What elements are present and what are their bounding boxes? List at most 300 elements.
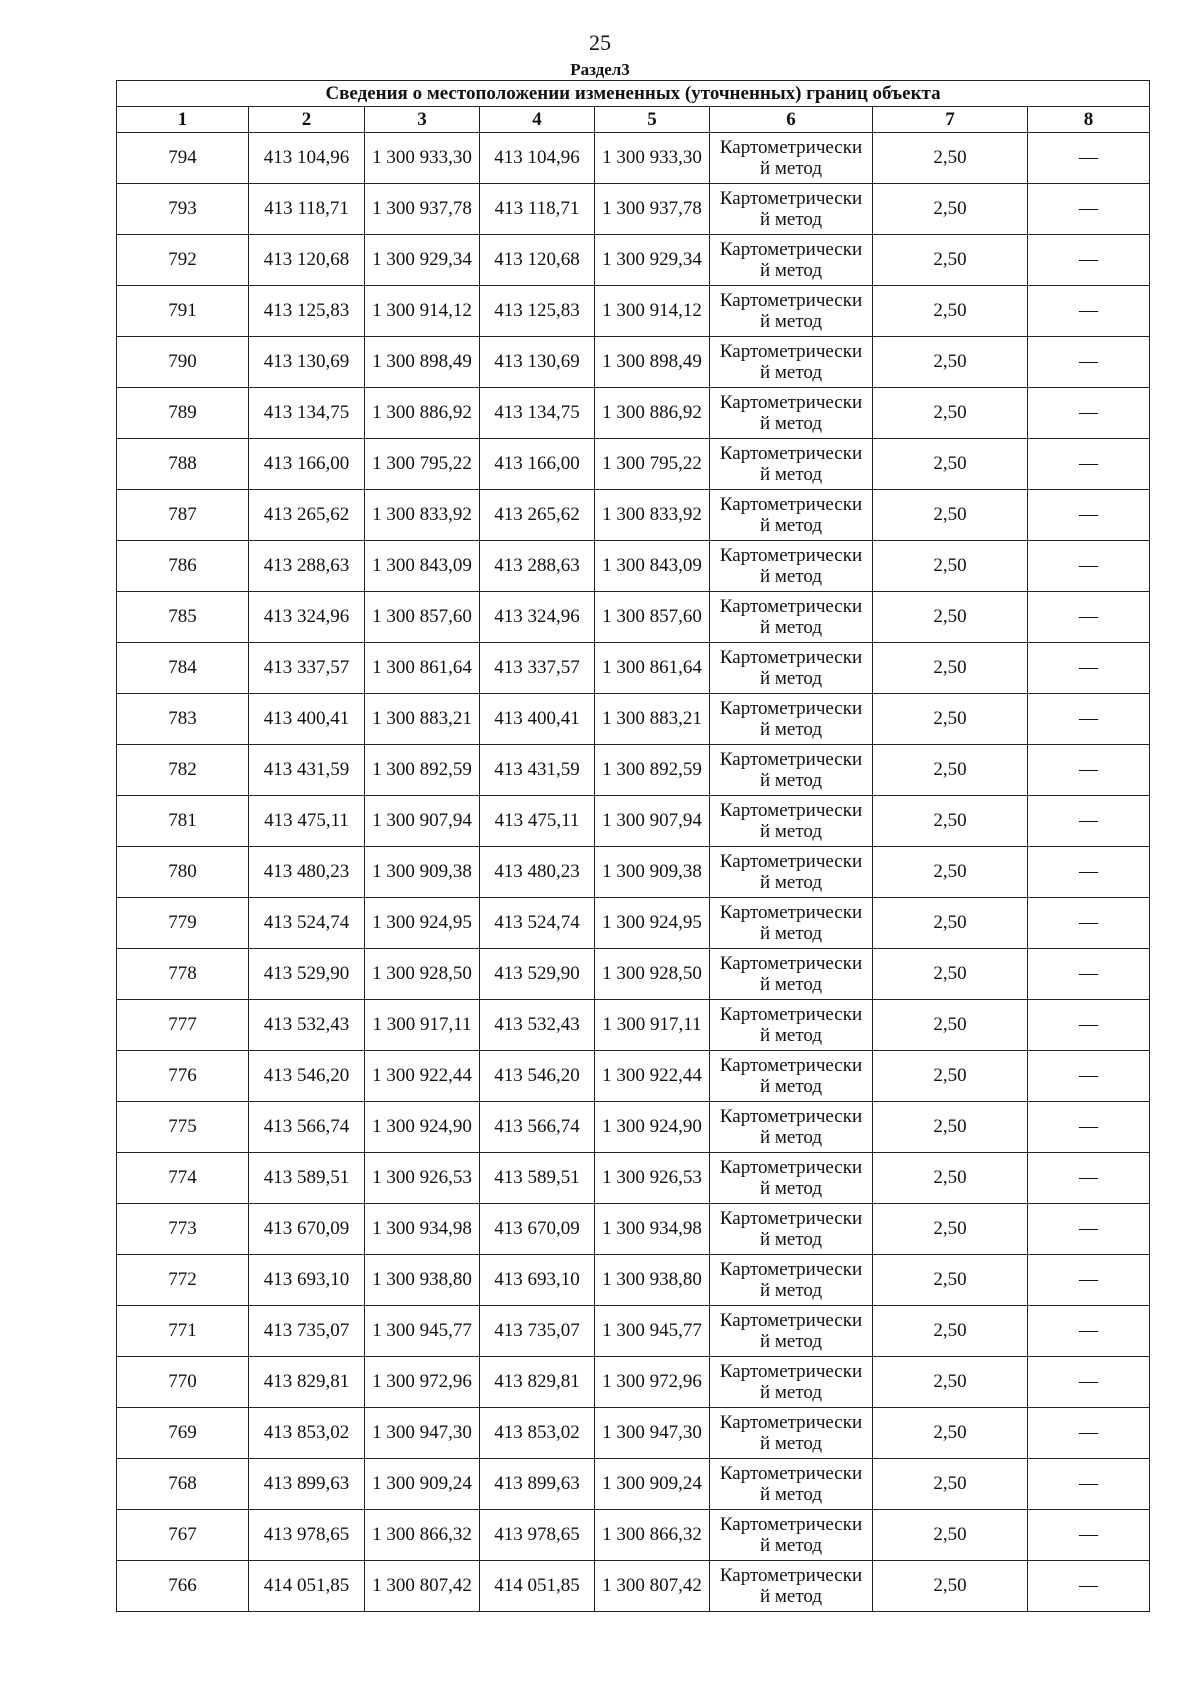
x-coordinate-cell: 413 104,96 xyxy=(249,133,365,184)
method-text: й метод xyxy=(759,566,823,587)
table-caption: Сведения о местоположении измененных (уточненных) границ объекта xyxy=(117,81,1150,107)
y-coordinate-cell: 1 300 924,95 xyxy=(365,898,480,949)
method-text: й метод xyxy=(759,260,823,281)
y-coordinate-cell: 1 300 933,30 xyxy=(365,133,480,184)
method-text: й метод xyxy=(759,158,823,179)
y-coordinate-cell: 1 300 914,12 xyxy=(365,286,480,337)
method-text: й метод xyxy=(759,1331,823,1352)
method-text: й метод xyxy=(759,1433,823,1454)
y-coordinate-cell: 1 300 933,30 xyxy=(595,133,710,184)
table-row xyxy=(117,490,1150,541)
accuracy-cell: 2,50 xyxy=(873,1000,1028,1051)
point-number-cell: 781 xyxy=(117,796,249,847)
point-number-cell: 772 xyxy=(117,1255,249,1306)
method-cell xyxy=(710,1510,873,1561)
column-number: 6 xyxy=(710,107,873,133)
method-text: Картометрически xyxy=(719,290,863,311)
table-row xyxy=(117,1255,1150,1306)
y-coordinate-cell: 1 300 807,42 xyxy=(595,1561,710,1612)
note-cell: — xyxy=(1028,388,1150,439)
method-cell xyxy=(710,1561,873,1612)
method-text: Картометрически xyxy=(719,137,863,158)
accuracy-cell: 2,50 xyxy=(873,1153,1028,1204)
method-text: Картометрически xyxy=(719,188,863,209)
x-coordinate-cell: 413 431,59 xyxy=(480,745,595,796)
method-text: й метод xyxy=(759,1484,823,1505)
accuracy-cell: 2,50 xyxy=(873,592,1028,643)
method-text: Картометрически xyxy=(719,749,863,770)
table-row xyxy=(117,745,1150,796)
x-coordinate-cell: 413 529,90 xyxy=(249,949,365,1000)
method-text: й метод xyxy=(759,464,823,485)
x-coordinate-cell: 413 532,43 xyxy=(249,1000,365,1051)
x-coordinate-cell: 413 120,68 xyxy=(480,235,595,286)
y-coordinate-cell: 1 300 934,98 xyxy=(365,1204,480,1255)
method-text: й метод xyxy=(759,1280,823,1301)
column-number: 4 xyxy=(480,107,595,133)
x-coordinate-cell: 413 853,02 xyxy=(249,1408,365,1459)
y-coordinate-cell: 1 300 972,96 xyxy=(365,1357,480,1408)
method-text: Картометрически xyxy=(719,1463,863,1484)
note-cell: — xyxy=(1028,1204,1150,1255)
point-number-cell: 791 xyxy=(117,286,249,337)
table-row xyxy=(117,949,1150,1000)
point-number-cell: 786 xyxy=(117,541,249,592)
method-cell xyxy=(710,1459,873,1510)
y-coordinate-cell: 1 300 938,80 xyxy=(365,1255,480,1306)
point-number-cell: 778 xyxy=(117,949,249,1000)
y-coordinate-cell: 1 300 843,09 xyxy=(365,541,480,592)
point-number-cell: 789 xyxy=(117,388,249,439)
method-cell xyxy=(710,490,873,541)
x-coordinate-cell: 413 693,10 xyxy=(249,1255,365,1306)
method-text: Картометрически xyxy=(719,1106,863,1127)
method-text: Картометрически xyxy=(719,902,863,923)
x-coordinate-cell: 413 288,63 xyxy=(249,541,365,592)
accuracy-cell: 2,50 xyxy=(873,1408,1028,1459)
y-coordinate-cell: 1 300 866,32 xyxy=(595,1510,710,1561)
accuracy-cell: 2,50 xyxy=(873,1510,1028,1561)
method-cell xyxy=(710,1204,873,1255)
method-text: Картометрически xyxy=(719,953,863,974)
y-coordinate-cell: 1 300 909,38 xyxy=(595,847,710,898)
note-cell: — xyxy=(1028,847,1150,898)
method-text: Картометрически xyxy=(719,851,863,872)
y-coordinate-cell: 1 300 861,64 xyxy=(365,643,480,694)
accuracy-cell: 2,50 xyxy=(873,847,1028,898)
accuracy-cell: 2,50 xyxy=(873,1306,1028,1357)
method-text: й метод xyxy=(759,770,823,791)
y-coordinate-cell: 1 300 833,92 xyxy=(595,490,710,541)
accuracy-cell: 2,50 xyxy=(873,490,1028,541)
x-coordinate-cell: 413 524,74 xyxy=(480,898,595,949)
accuracy-cell: 2,50 xyxy=(873,1051,1028,1102)
point-number-cell: 792 xyxy=(117,235,249,286)
note-cell: — xyxy=(1028,1459,1150,1510)
table-row xyxy=(117,1306,1150,1357)
table-row xyxy=(117,1510,1150,1561)
method-text: Картометрически xyxy=(719,800,863,821)
method-text: Картометрически xyxy=(719,239,863,260)
x-coordinate-cell: 413 978,65 xyxy=(480,1510,595,1561)
method-cell xyxy=(710,1000,873,1051)
method-text: й метод xyxy=(759,1178,823,1199)
method-cell xyxy=(710,694,873,745)
table-row xyxy=(117,1051,1150,1102)
method-cell xyxy=(710,1255,873,1306)
x-coordinate-cell: 413 480,23 xyxy=(480,847,595,898)
method-cell xyxy=(710,592,873,643)
table-row xyxy=(117,133,1150,184)
table-row xyxy=(117,337,1150,388)
method-text: й метод xyxy=(759,719,823,740)
x-coordinate-cell: 413 670,09 xyxy=(249,1204,365,1255)
y-coordinate-cell: 1 300 917,11 xyxy=(595,1000,710,1051)
table-row xyxy=(117,1357,1150,1408)
boundary-coordinates-table xyxy=(116,80,1150,1612)
method-cell xyxy=(710,1102,873,1153)
y-coordinate-cell: 1 300 883,21 xyxy=(595,694,710,745)
x-coordinate-cell: 413 337,57 xyxy=(249,643,365,694)
point-number-cell: 787 xyxy=(117,490,249,541)
y-coordinate-cell: 1 300 914,12 xyxy=(595,286,710,337)
table-row xyxy=(117,1459,1150,1510)
method-text: Картометрически xyxy=(719,392,863,413)
note-cell: — xyxy=(1028,1153,1150,1204)
method-text: Картометрически xyxy=(719,494,863,515)
point-number-cell: 773 xyxy=(117,1204,249,1255)
method-text: Картометрически xyxy=(719,647,863,668)
note-cell: — xyxy=(1028,439,1150,490)
method-cell xyxy=(710,898,873,949)
x-coordinate-cell: 413 118,71 xyxy=(249,184,365,235)
y-coordinate-cell: 1 300 922,44 xyxy=(365,1051,480,1102)
y-coordinate-cell: 1 300 861,64 xyxy=(595,643,710,694)
x-coordinate-cell: 413 265,62 xyxy=(480,490,595,541)
note-cell: — xyxy=(1028,133,1150,184)
point-number-cell: 780 xyxy=(117,847,249,898)
table-row xyxy=(117,796,1150,847)
column-number: 8 xyxy=(1028,107,1150,133)
method-cell xyxy=(710,235,873,286)
point-number-cell: 794 xyxy=(117,133,249,184)
method-cell xyxy=(710,796,873,847)
accuracy-cell: 2,50 xyxy=(873,949,1028,1000)
method-text: й метод xyxy=(759,1535,823,1556)
x-coordinate-cell: 413 566,74 xyxy=(480,1102,595,1153)
note-cell: — xyxy=(1028,796,1150,847)
accuracy-cell: 2,50 xyxy=(873,337,1028,388)
x-coordinate-cell: 414 051,85 xyxy=(480,1561,595,1612)
note-cell: — xyxy=(1028,1408,1150,1459)
method-text: Картометрически xyxy=(719,698,863,719)
x-coordinate-cell: 413 566,74 xyxy=(249,1102,365,1153)
method-text: Картометрически xyxy=(719,1004,863,1025)
method-cell xyxy=(710,1153,873,1204)
point-number-cell: 784 xyxy=(117,643,249,694)
accuracy-cell: 2,50 xyxy=(873,643,1028,694)
accuracy-cell: 2,50 xyxy=(873,694,1028,745)
method-text: й метод xyxy=(759,872,823,893)
method-text: Картометрически xyxy=(719,596,863,617)
y-coordinate-cell: 1 300 907,94 xyxy=(595,796,710,847)
y-coordinate-cell: 1 300 972,96 xyxy=(595,1357,710,1408)
x-coordinate-cell: 413 735,07 xyxy=(480,1306,595,1357)
method-cell xyxy=(710,337,873,388)
x-coordinate-cell: 413 475,11 xyxy=(249,796,365,847)
x-coordinate-cell: 413 532,43 xyxy=(480,1000,595,1051)
note-cell: — xyxy=(1028,337,1150,388)
note-cell: — xyxy=(1028,184,1150,235)
method-cell xyxy=(710,949,873,1000)
accuracy-cell: 2,50 xyxy=(873,1102,1028,1153)
y-coordinate-cell: 1 300 898,49 xyxy=(595,337,710,388)
point-number-cell: 766 xyxy=(117,1561,249,1612)
note-cell: — xyxy=(1028,1255,1150,1306)
method-text: й метод xyxy=(759,668,823,689)
method-text: й метод xyxy=(759,1127,823,1148)
x-coordinate-cell: 413 125,83 xyxy=(480,286,595,337)
method-text: й метод xyxy=(759,974,823,995)
method-cell xyxy=(710,133,873,184)
point-number-cell: 785 xyxy=(117,592,249,643)
method-text: й метод xyxy=(759,209,823,230)
method-text: й метод xyxy=(759,923,823,944)
y-coordinate-cell: 1 300 945,77 xyxy=(365,1306,480,1357)
y-coordinate-cell: 1 300 892,59 xyxy=(595,745,710,796)
method-text: й метод xyxy=(759,413,823,434)
column-number-row xyxy=(117,107,1150,133)
method-text: Картометрически xyxy=(719,1412,863,1433)
method-cell xyxy=(710,745,873,796)
x-coordinate-cell: 413 324,96 xyxy=(249,592,365,643)
table-row xyxy=(117,1408,1150,1459)
note-cell: — xyxy=(1028,1510,1150,1561)
x-coordinate-cell: 413 134,75 xyxy=(480,388,595,439)
note-cell: — xyxy=(1028,1051,1150,1102)
point-number-cell: 768 xyxy=(117,1459,249,1510)
method-cell xyxy=(710,388,873,439)
section-title: Раздел3 xyxy=(570,60,630,79)
method-text: й метод xyxy=(759,1382,823,1403)
y-coordinate-cell: 1 300 937,78 xyxy=(595,184,710,235)
x-coordinate-cell: 413 899,63 xyxy=(249,1459,365,1510)
y-coordinate-cell: 1 300 937,78 xyxy=(365,184,480,235)
y-coordinate-cell: 1 300 929,34 xyxy=(365,235,480,286)
method-text: й метод xyxy=(759,821,823,842)
accuracy-cell: 2,50 xyxy=(873,796,1028,847)
x-coordinate-cell: 413 288,63 xyxy=(480,541,595,592)
column-number: 1 xyxy=(117,107,249,133)
x-coordinate-cell: 413 670,09 xyxy=(480,1204,595,1255)
accuracy-cell: 2,50 xyxy=(873,898,1028,949)
method-text: й метод xyxy=(759,1076,823,1097)
table-row xyxy=(117,286,1150,337)
note-cell: — xyxy=(1028,1306,1150,1357)
table-row xyxy=(117,694,1150,745)
y-coordinate-cell: 1 300 929,34 xyxy=(595,235,710,286)
x-coordinate-cell: 413 829,81 xyxy=(249,1357,365,1408)
table-row xyxy=(117,1000,1150,1051)
x-coordinate-cell: 413 693,10 xyxy=(480,1255,595,1306)
method-text: Картометрически xyxy=(719,1310,863,1331)
x-coordinate-cell: 413 853,02 xyxy=(480,1408,595,1459)
method-cell xyxy=(710,1408,873,1459)
y-coordinate-cell: 1 300 907,94 xyxy=(365,796,480,847)
y-coordinate-cell: 1 300 886,92 xyxy=(595,388,710,439)
point-number-cell: 793 xyxy=(117,184,249,235)
point-number-cell: 777 xyxy=(117,1000,249,1051)
accuracy-cell: 2,50 xyxy=(873,1204,1028,1255)
point-number-cell: 779 xyxy=(117,898,249,949)
method-text: Картометрически xyxy=(719,1208,863,1229)
table-row xyxy=(117,898,1150,949)
y-coordinate-cell: 1 300 934,98 xyxy=(595,1204,710,1255)
y-coordinate-cell: 1 300 938,80 xyxy=(595,1255,710,1306)
note-cell: — xyxy=(1028,1357,1150,1408)
x-coordinate-cell: 413 337,57 xyxy=(480,643,595,694)
method-cell xyxy=(710,184,873,235)
note-cell: — xyxy=(1028,286,1150,337)
y-coordinate-cell: 1 300 922,44 xyxy=(595,1051,710,1102)
page-number: 25 xyxy=(589,30,611,55)
y-coordinate-cell: 1 300 807,42 xyxy=(365,1561,480,1612)
note-cell: — xyxy=(1028,745,1150,796)
point-number-cell: 775 xyxy=(117,1102,249,1153)
accuracy-cell: 2,50 xyxy=(873,1561,1028,1612)
table-row xyxy=(117,235,1150,286)
x-coordinate-cell: 413 589,51 xyxy=(249,1153,365,1204)
table-row xyxy=(117,1204,1150,1255)
method-text: й метод xyxy=(759,1025,823,1046)
x-coordinate-cell: 413 130,69 xyxy=(480,337,595,388)
method-text: Картометрически xyxy=(719,1565,863,1586)
x-coordinate-cell: 413 166,00 xyxy=(249,439,365,490)
y-coordinate-cell: 1 300 924,90 xyxy=(365,1102,480,1153)
accuracy-cell: 2,50 xyxy=(873,235,1028,286)
x-coordinate-cell: 413 546,20 xyxy=(480,1051,595,1102)
table-row xyxy=(117,439,1150,490)
y-coordinate-cell: 1 300 886,92 xyxy=(365,388,480,439)
method-text: й метод xyxy=(759,311,823,332)
method-text: й метод xyxy=(759,617,823,638)
x-coordinate-cell: 413 265,62 xyxy=(249,490,365,541)
table-row xyxy=(117,1153,1150,1204)
method-cell xyxy=(710,643,873,694)
column-number: 2 xyxy=(249,107,365,133)
column-number: 7 xyxy=(873,107,1028,133)
accuracy-cell: 2,50 xyxy=(873,133,1028,184)
accuracy-cell: 2,50 xyxy=(873,541,1028,592)
y-coordinate-cell: 1 300 857,60 xyxy=(365,592,480,643)
table-row xyxy=(117,388,1150,439)
method-text: Картометрически xyxy=(719,443,863,464)
y-coordinate-cell: 1 300 843,09 xyxy=(595,541,710,592)
point-number-cell: 767 xyxy=(117,1510,249,1561)
table-row xyxy=(117,1561,1150,1612)
y-coordinate-cell: 1 300 928,50 xyxy=(365,949,480,1000)
y-coordinate-cell: 1 300 833,92 xyxy=(365,490,480,541)
y-coordinate-cell: 1 300 795,22 xyxy=(365,439,480,490)
note-cell: — xyxy=(1028,643,1150,694)
method-text: й метод xyxy=(759,1229,823,1250)
y-coordinate-cell: 1 300 917,11 xyxy=(365,1000,480,1051)
note-cell: — xyxy=(1028,949,1150,1000)
note-cell: — xyxy=(1028,1561,1150,1612)
accuracy-cell: 2,50 xyxy=(873,745,1028,796)
method-text: й метод xyxy=(759,362,823,383)
point-number-cell: 769 xyxy=(117,1408,249,1459)
method-cell xyxy=(710,286,873,337)
x-coordinate-cell: 413 899,63 xyxy=(480,1459,595,1510)
x-coordinate-cell: 413 104,96 xyxy=(480,133,595,184)
x-coordinate-cell: 413 829,81 xyxy=(480,1357,595,1408)
point-number-cell: 782 xyxy=(117,745,249,796)
method-text: Картометрически xyxy=(719,1514,863,1535)
method-text: й метод xyxy=(759,515,823,536)
method-cell xyxy=(710,439,873,490)
method-text: Картометрически xyxy=(719,545,863,566)
note-cell: — xyxy=(1028,1000,1150,1051)
method-text: Картометрически xyxy=(719,1055,863,1076)
method-text: Картометрически xyxy=(719,1361,863,1382)
accuracy-cell: 2,50 xyxy=(873,286,1028,337)
note-cell: — xyxy=(1028,898,1150,949)
x-coordinate-cell: 413 134,75 xyxy=(249,388,365,439)
y-coordinate-cell: 1 300 909,24 xyxy=(595,1459,710,1510)
table-row xyxy=(117,184,1150,235)
accuracy-cell: 2,50 xyxy=(873,184,1028,235)
note-cell: — xyxy=(1028,694,1150,745)
x-coordinate-cell: 413 120,68 xyxy=(249,235,365,286)
y-coordinate-cell: 1 300 909,38 xyxy=(365,847,480,898)
x-coordinate-cell: 413 480,23 xyxy=(249,847,365,898)
x-coordinate-cell: 413 118,71 xyxy=(480,184,595,235)
column-number: 3 xyxy=(365,107,480,133)
x-coordinate-cell: 413 400,41 xyxy=(480,694,595,745)
x-coordinate-cell: 413 524,74 xyxy=(249,898,365,949)
y-coordinate-cell: 1 300 866,32 xyxy=(365,1510,480,1561)
y-coordinate-cell: 1 300 945,77 xyxy=(595,1306,710,1357)
method-cell xyxy=(710,1357,873,1408)
accuracy-cell: 2,50 xyxy=(873,1459,1028,1510)
table-row xyxy=(117,847,1150,898)
x-coordinate-cell: 413 529,90 xyxy=(480,949,595,1000)
method-cell xyxy=(710,847,873,898)
method-text: Картометрически xyxy=(719,1157,863,1178)
y-coordinate-cell: 1 300 926,53 xyxy=(365,1153,480,1204)
x-coordinate-cell: 413 130,69 xyxy=(249,337,365,388)
column-number: 5 xyxy=(595,107,710,133)
table-row xyxy=(117,1102,1150,1153)
note-cell: — xyxy=(1028,1102,1150,1153)
method-text: й метод xyxy=(759,1586,823,1607)
note-cell: — xyxy=(1028,490,1150,541)
x-coordinate-cell: 413 324,96 xyxy=(480,592,595,643)
accuracy-cell: 2,50 xyxy=(873,388,1028,439)
point-number-cell: 790 xyxy=(117,337,249,388)
y-coordinate-cell: 1 300 928,50 xyxy=(595,949,710,1000)
point-number-cell: 783 xyxy=(117,694,249,745)
point-number-cell: 771 xyxy=(117,1306,249,1357)
accuracy-cell: 2,50 xyxy=(873,1357,1028,1408)
point-number-cell: 774 xyxy=(117,1153,249,1204)
note-cell: — xyxy=(1028,592,1150,643)
note-cell: — xyxy=(1028,541,1150,592)
table-row xyxy=(117,592,1150,643)
y-coordinate-cell: 1 300 924,90 xyxy=(595,1102,710,1153)
point-number-cell: 776 xyxy=(117,1051,249,1102)
